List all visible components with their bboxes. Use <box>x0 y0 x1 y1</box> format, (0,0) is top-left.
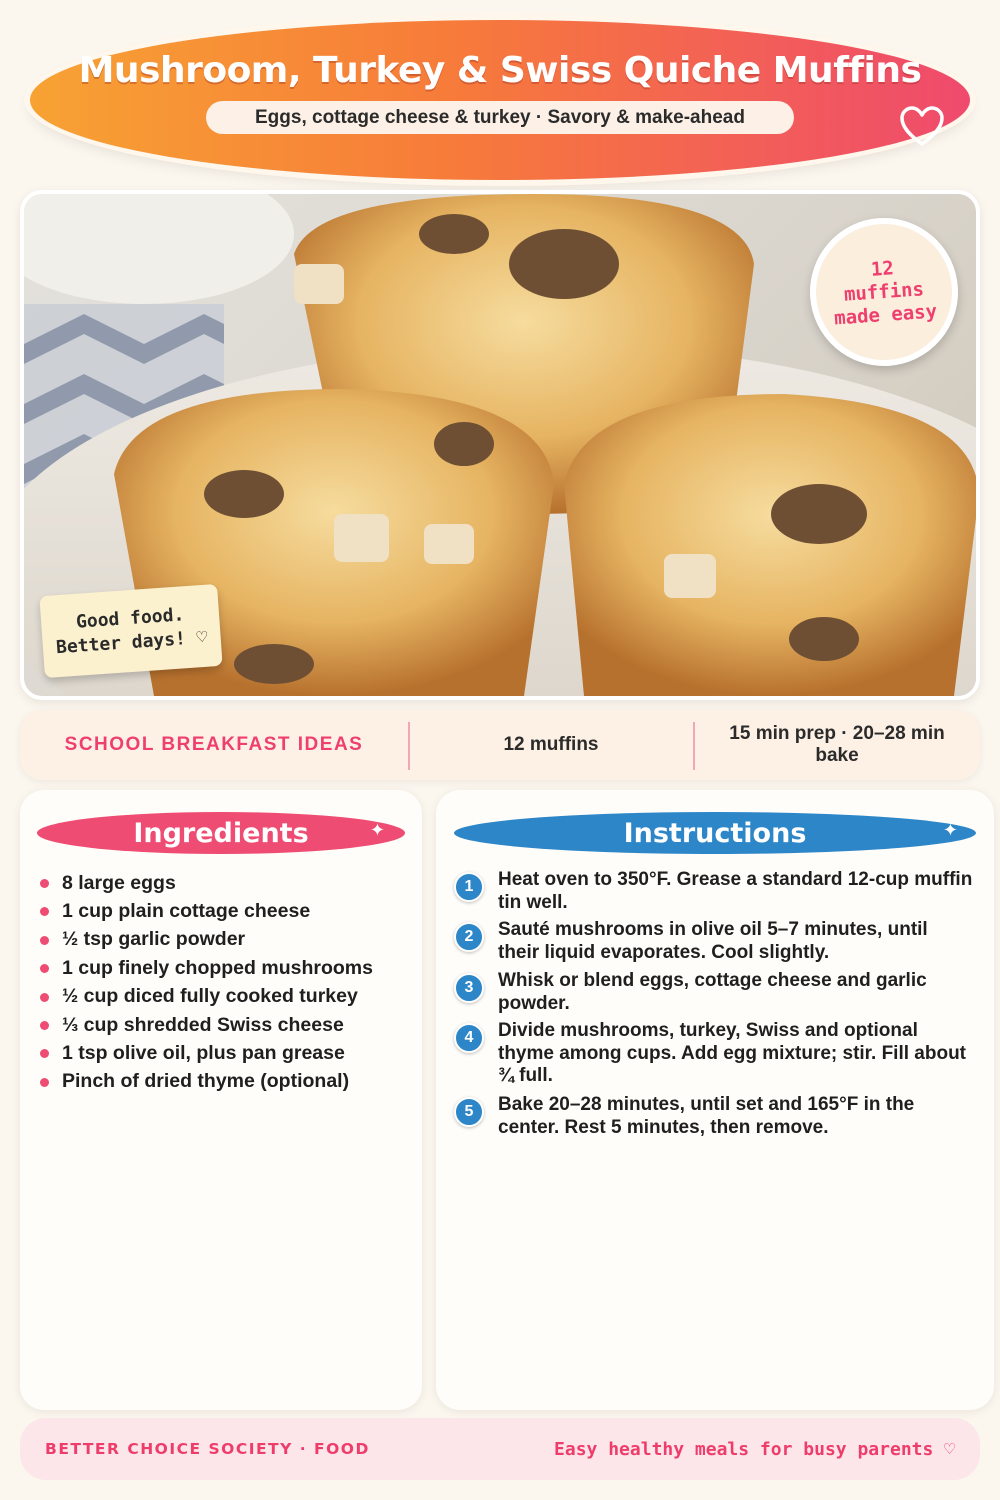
footer-tagline: Easy healthy meals for busy parents ♡ <box>554 1438 955 1460</box>
header-banner <box>30 20 970 180</box>
ingredients-panel <box>20 790 422 1410</box>
step-number: 2 <box>454 922 484 952</box>
list-item: ½ tsp garlic powder <box>40 926 410 954</box>
list-item: ½ cup diced fully cooked turkey <box>40 983 410 1011</box>
ingredients-heading-text: Ingredients <box>133 817 309 849</box>
list-item: Pinch of dried thyme (optional) <box>40 1068 410 1096</box>
list-item: 1 cup finely chopped mushrooms <box>40 954 410 982</box>
bullet-icon <box>40 907 49 916</box>
list-item: 1 tsp olive oil, plus pan grease <box>40 1039 410 1067</box>
info-bar <box>20 710 980 780</box>
badge-line-3: made easy <box>833 299 938 330</box>
heart-outline-icon <box>898 104 946 148</box>
page-title: Mushroom, Turkey & Swiss Quiche Muffins <box>78 50 922 91</box>
instructions-heading <box>454 812 976 854</box>
step-number: 3 <box>454 973 484 1003</box>
bullet-icon <box>40 936 49 945</box>
step-text: Divide mushrooms, turkey, Swiss and optional thyme among cups. Add egg mixture; stir. Fill about ¾ full. <box>498 1020 967 1086</box>
instruction-step <box>454 1020 974 1088</box>
instruction-step <box>454 970 974 1015</box>
step-number: 5 <box>454 1097 484 1127</box>
bullet-icon <box>40 964 49 973</box>
bullet-icon <box>40 993 49 1002</box>
footer-bar <box>20 1418 980 1480</box>
badge-line-2: muffins <box>843 277 925 306</box>
footer-brand: BETTER CHOICE SOCIETY · FOOD <box>45 1440 370 1458</box>
list-item: ⅓ cup shredded Swiss cheese <box>40 1011 410 1039</box>
instructions-heading-text: Instructions <box>623 817 807 849</box>
ingredients-heading <box>37 812 405 854</box>
step-text: Bake 20–28 minutes, until set and 165°F in the center. Rest 5 minutes, then remove. <box>498 1094 915 1138</box>
sticker-line-1: Good food. <box>75 604 185 633</box>
sparkle-icon: ✦ <box>942 820 958 841</box>
step-text: Whisk or blend eggs, cottage cheese and garlic powder. <box>498 970 927 1014</box>
step-number: 4 <box>454 1023 484 1053</box>
step-text: Heat oven to 350°F. Grease a standard 12-cup muffin tin well. <box>498 869 973 913</box>
sparkle-icon: ✦ <box>369 820 385 841</box>
instruction-step <box>454 919 974 964</box>
step-number: 1 <box>454 872 484 902</box>
list-item: 1 cup plain cottage cheese <box>40 897 410 925</box>
bullet-icon <box>40 1078 49 1087</box>
sticker-line-2: Better days! ♡ <box>55 626 209 659</box>
subtitle-pill: Eggs, cottage cheese & turkey · Savory & make-ahead <box>206 101 794 134</box>
bullet-icon <box>40 1021 49 1030</box>
step-text: Sauté mushrooms in olive oil 5–7 minutes, until their liquid evaporates. Cool slightly. <box>498 919 928 963</box>
yield-label: 12 muffins <box>503 734 599 755</box>
category-label: SCHOOL BREAKFAST IDEAS <box>64 734 364 755</box>
instructions-panel <box>436 790 994 1410</box>
bullet-icon <box>40 1049 49 1058</box>
instruction-step <box>454 1094 974 1139</box>
tagline-sticker <box>39 584 222 678</box>
bullet-icon <box>40 879 49 888</box>
list-item: 8 large eggs <box>40 869 410 897</box>
instruction-step <box>454 869 974 914</box>
time-label: 15 min prep · 20–28 min bake <box>729 723 945 766</box>
badge-line-1: 12 <box>870 256 895 281</box>
ingredients-list <box>40 869 410 1096</box>
